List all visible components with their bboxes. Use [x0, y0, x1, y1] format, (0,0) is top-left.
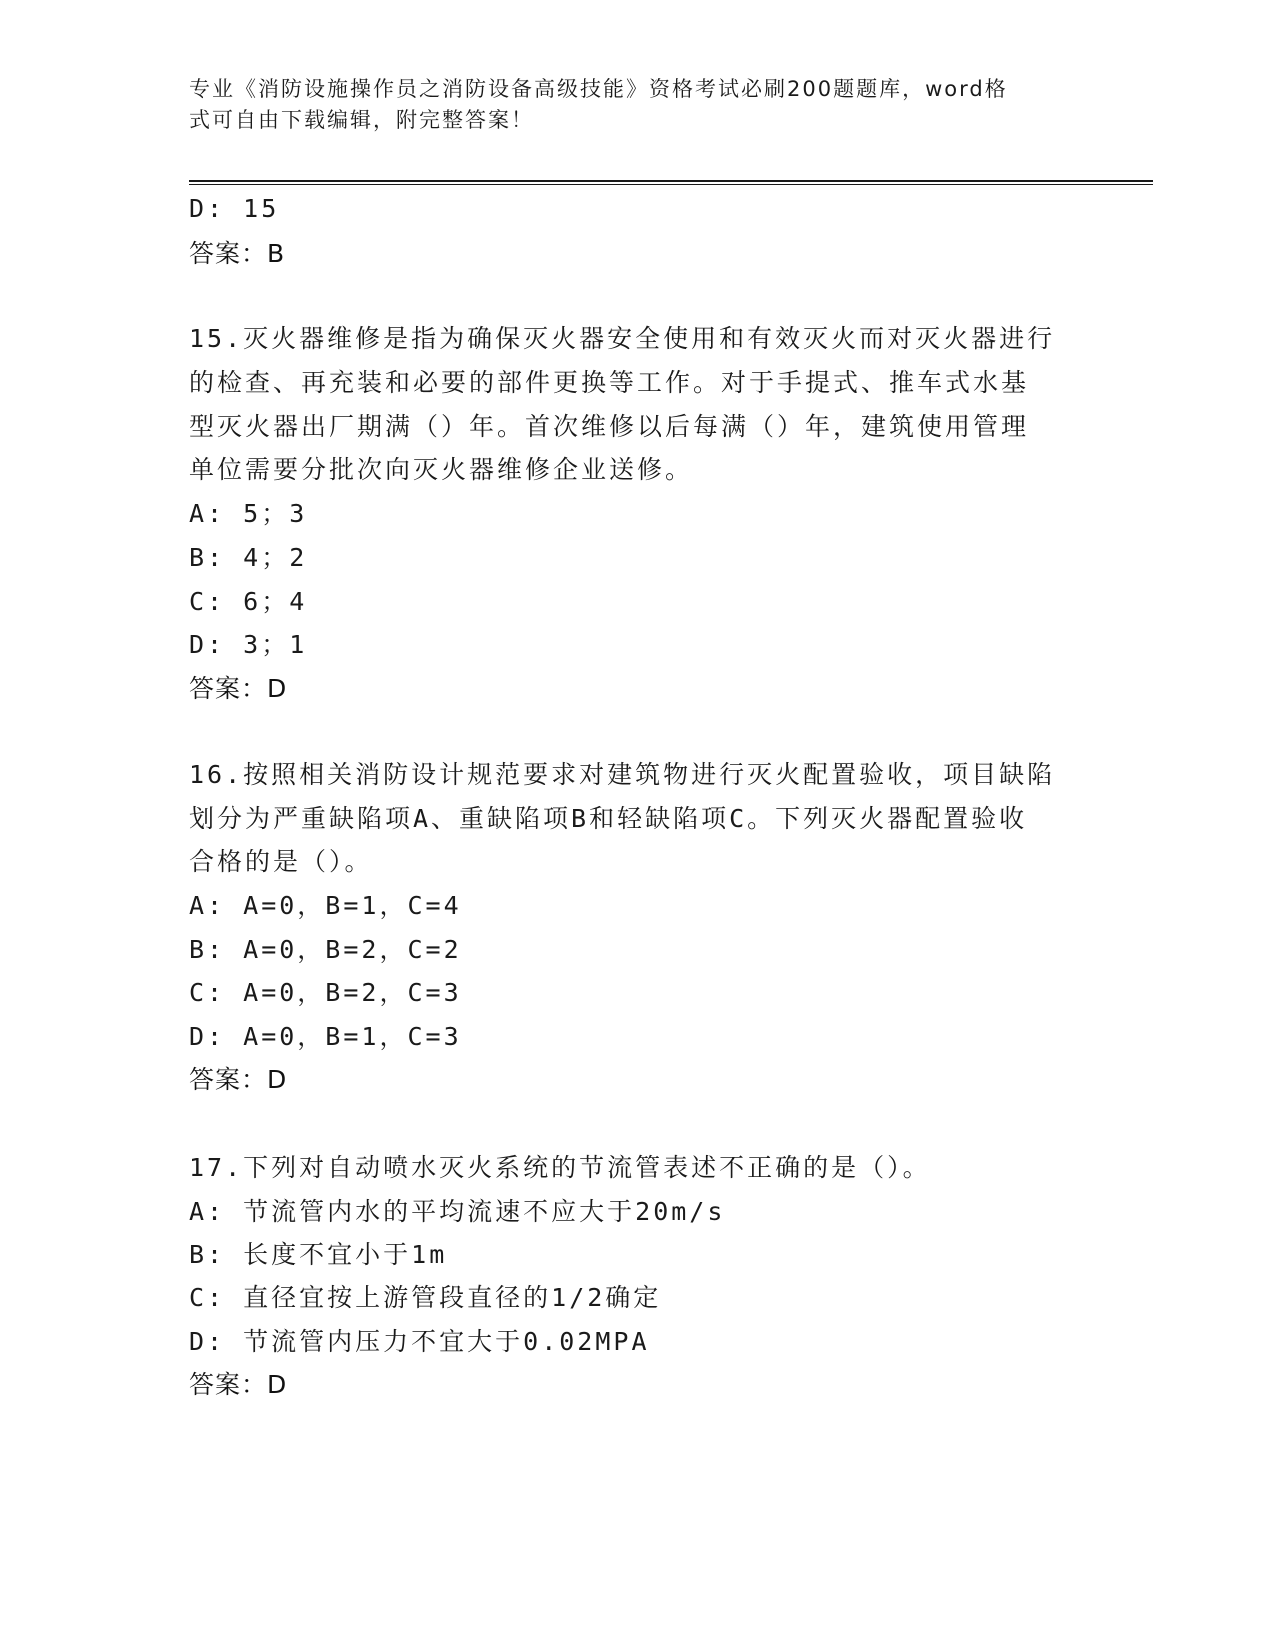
q16-option-d: D: A=0，B=1，C=3	[189, 1022, 462, 1051]
q15-option-b: B: 4；2	[189, 543, 308, 572]
q15-option-a: A: 5；3	[189, 499, 308, 528]
q16-stem-line-3: 合格的是（）。	[189, 847, 373, 876]
q15-stem-line-1: 15.灭火器维修是指为确保灭火器安全使用和有效灭火而对灭火器进行	[189, 324, 1056, 353]
q16-stem-line-2: 划分为严重缺陷项A、重缺陷项B和轻缺陷项C。下列灭火器配置验收	[189, 804, 1028, 833]
q15-stem-line-4: 单位需要分批次向灭火器维修企业送修。	[189, 455, 694, 484]
q17-stem-line-1: 17.下列对自动喷水灭火系统的节流管表述不正确的是（）。	[189, 1153, 931, 1182]
q15-stem-line-2: 的检查、再充装和必要的部件更换等工作。对于手提式、推车式水基	[189, 368, 1030, 397]
q17-option-d: D: 节流管内压力不宜大于0.02MPA	[189, 1327, 650, 1356]
header-rule-thin	[189, 184, 1153, 185]
q16-option-b: B: A=0，B=2，C=2	[189, 935, 462, 964]
q17-option-a: A: 节流管内水的平均流速不应大于20m/s	[189, 1197, 726, 1226]
document-header	[189, 74, 1069, 136]
q15-stem-line-3: 型灭火器出厂期满（）年。首次维修以后每满（）年，建筑使用管理	[189, 412, 1030, 441]
prev-option-d: D: 15	[189, 194, 280, 223]
q17-answer: 答案：D	[189, 1370, 288, 1399]
q16-answer: 答案：D	[189, 1065, 288, 1094]
header-line-1: 专业《消防设施操作员之消防设备高级技能》资格考试必刷200题题库，word格	[189, 77, 1008, 101]
header-rule-thick	[189, 180, 1153, 182]
q16-stem-line-1: 16.按照相关消防设计规范要求对建筑物进行灭火配置验收，项目缺陷	[189, 760, 1056, 789]
prev-answer: 答案：B	[189, 239, 286, 268]
q16-option-a: A: A=0，B=1，C=4	[189, 891, 462, 920]
header-line-2: 式可自由下载编辑，附完整答案！	[189, 108, 534, 132]
q16-option-c: C: A=0，B=2，C=3	[189, 978, 462, 1007]
q15-option-c: C: 6；4	[189, 587, 308, 616]
q17-option-b: B: 长度不宜小于1m	[189, 1240, 448, 1269]
q15-option-d: D: 3；1	[189, 630, 308, 659]
q17-option-c: C: 直径宜按上游管段直径的1/2确定	[189, 1283, 662, 1312]
q15-answer: 答案：D	[189, 674, 288, 703]
